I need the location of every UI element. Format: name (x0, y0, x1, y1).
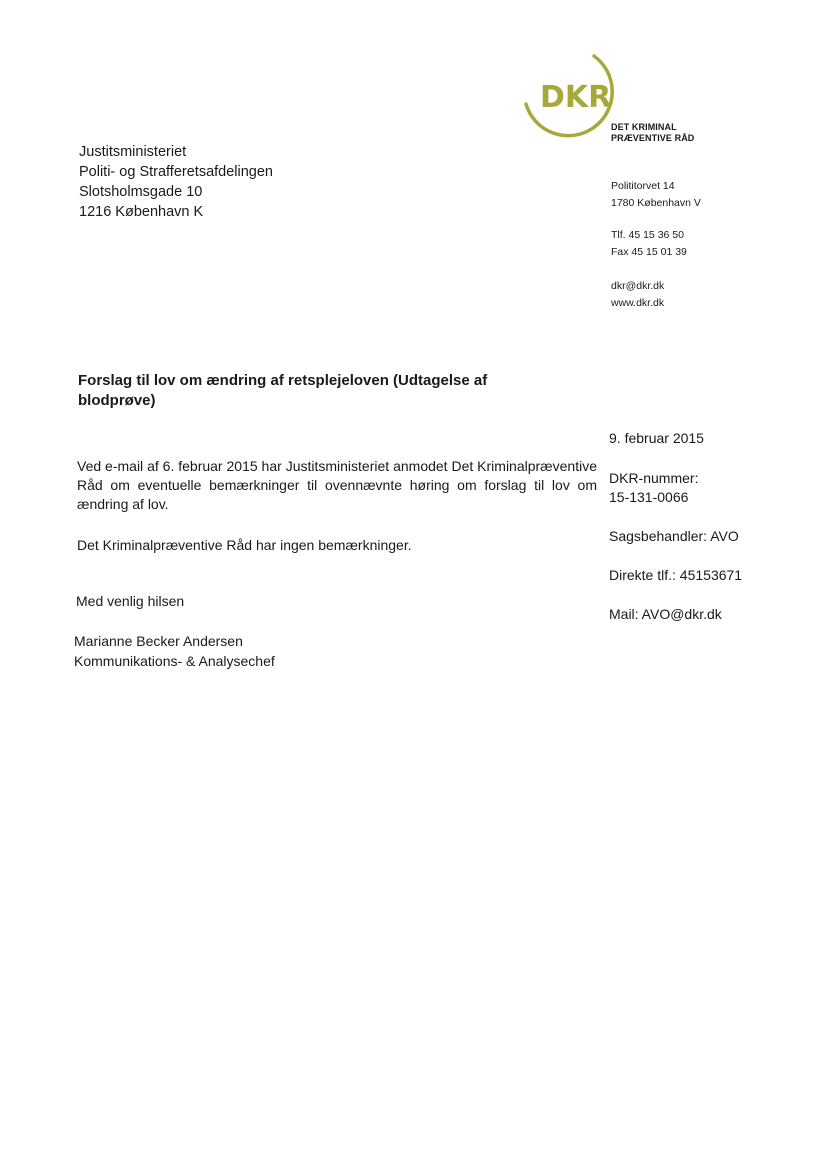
recipient-street: Slotsholmsgade 10 (79, 184, 203, 200)
signer-name: Marianne Becker Andersen (74, 633, 243, 649)
closing-greeting: Med venlig hilsen (76, 593, 185, 609)
sender-phone: Tlf. 45 15 36 50 (611, 229, 684, 241)
body-paragraph-1: Ved e-mail af 6. februar 2015 har Justitsministeriet anmodet Det Kriminalpræventive Råd om eventuelle bemærkninger til ovennævnte høring om forslag til lov om ændring af lov. (77, 458, 597, 512)
recipient-department: Politi- og Strafferetsafdelingen (79, 164, 273, 180)
dkr-logo-mark (520, 50, 616, 146)
case-number: 15-131-0066 (609, 489, 689, 505)
org-name-line-2: PRÆVENTIVE RÅD (611, 133, 695, 143)
signer-title: Kommunikations- & Analysechef (74, 653, 275, 669)
case-handler: Sagsbehandler: AVO (609, 528, 739, 544)
organization-name (611, 122, 694, 144)
sender-website: www.dkr.dk (611, 296, 665, 309)
recipient-city: 1216 København K (79, 204, 204, 220)
direct-phone: Direkte tlf.: 45153671 (609, 567, 743, 583)
logo-text: DKR (540, 80, 612, 115)
org-name-line-1: DET KRIMINAL (611, 122, 677, 132)
letter-date: 9. februar 2015 (609, 430, 704, 446)
dkr-logo (520, 50, 616, 146)
sender-fax: Fax 45 15 01 39 (611, 245, 687, 258)
body-paragraph-2: Det Kriminalpræventive Råd har ingen bemærkninger. (77, 537, 412, 553)
recipient-address (79, 142, 273, 222)
sender-street: Polititorvet 14 (611, 180, 675, 192)
case-number-label: DKR-nummer: (609, 470, 699, 486)
signature-block (74, 631, 275, 671)
letter-subject: Forslag til lov om ændring af retsplejeloven (Udtagelse af blodprøve) (78, 372, 488, 409)
recipient-name: Justitsministeriet (79, 144, 187, 160)
handler-mail: Mail: AVO@dkr.dk (609, 606, 722, 622)
sender-email: dkr@dkr.dk (611, 280, 665, 292)
sender-city: 1780 København V (611, 196, 701, 209)
sender-contact (611, 178, 701, 311)
